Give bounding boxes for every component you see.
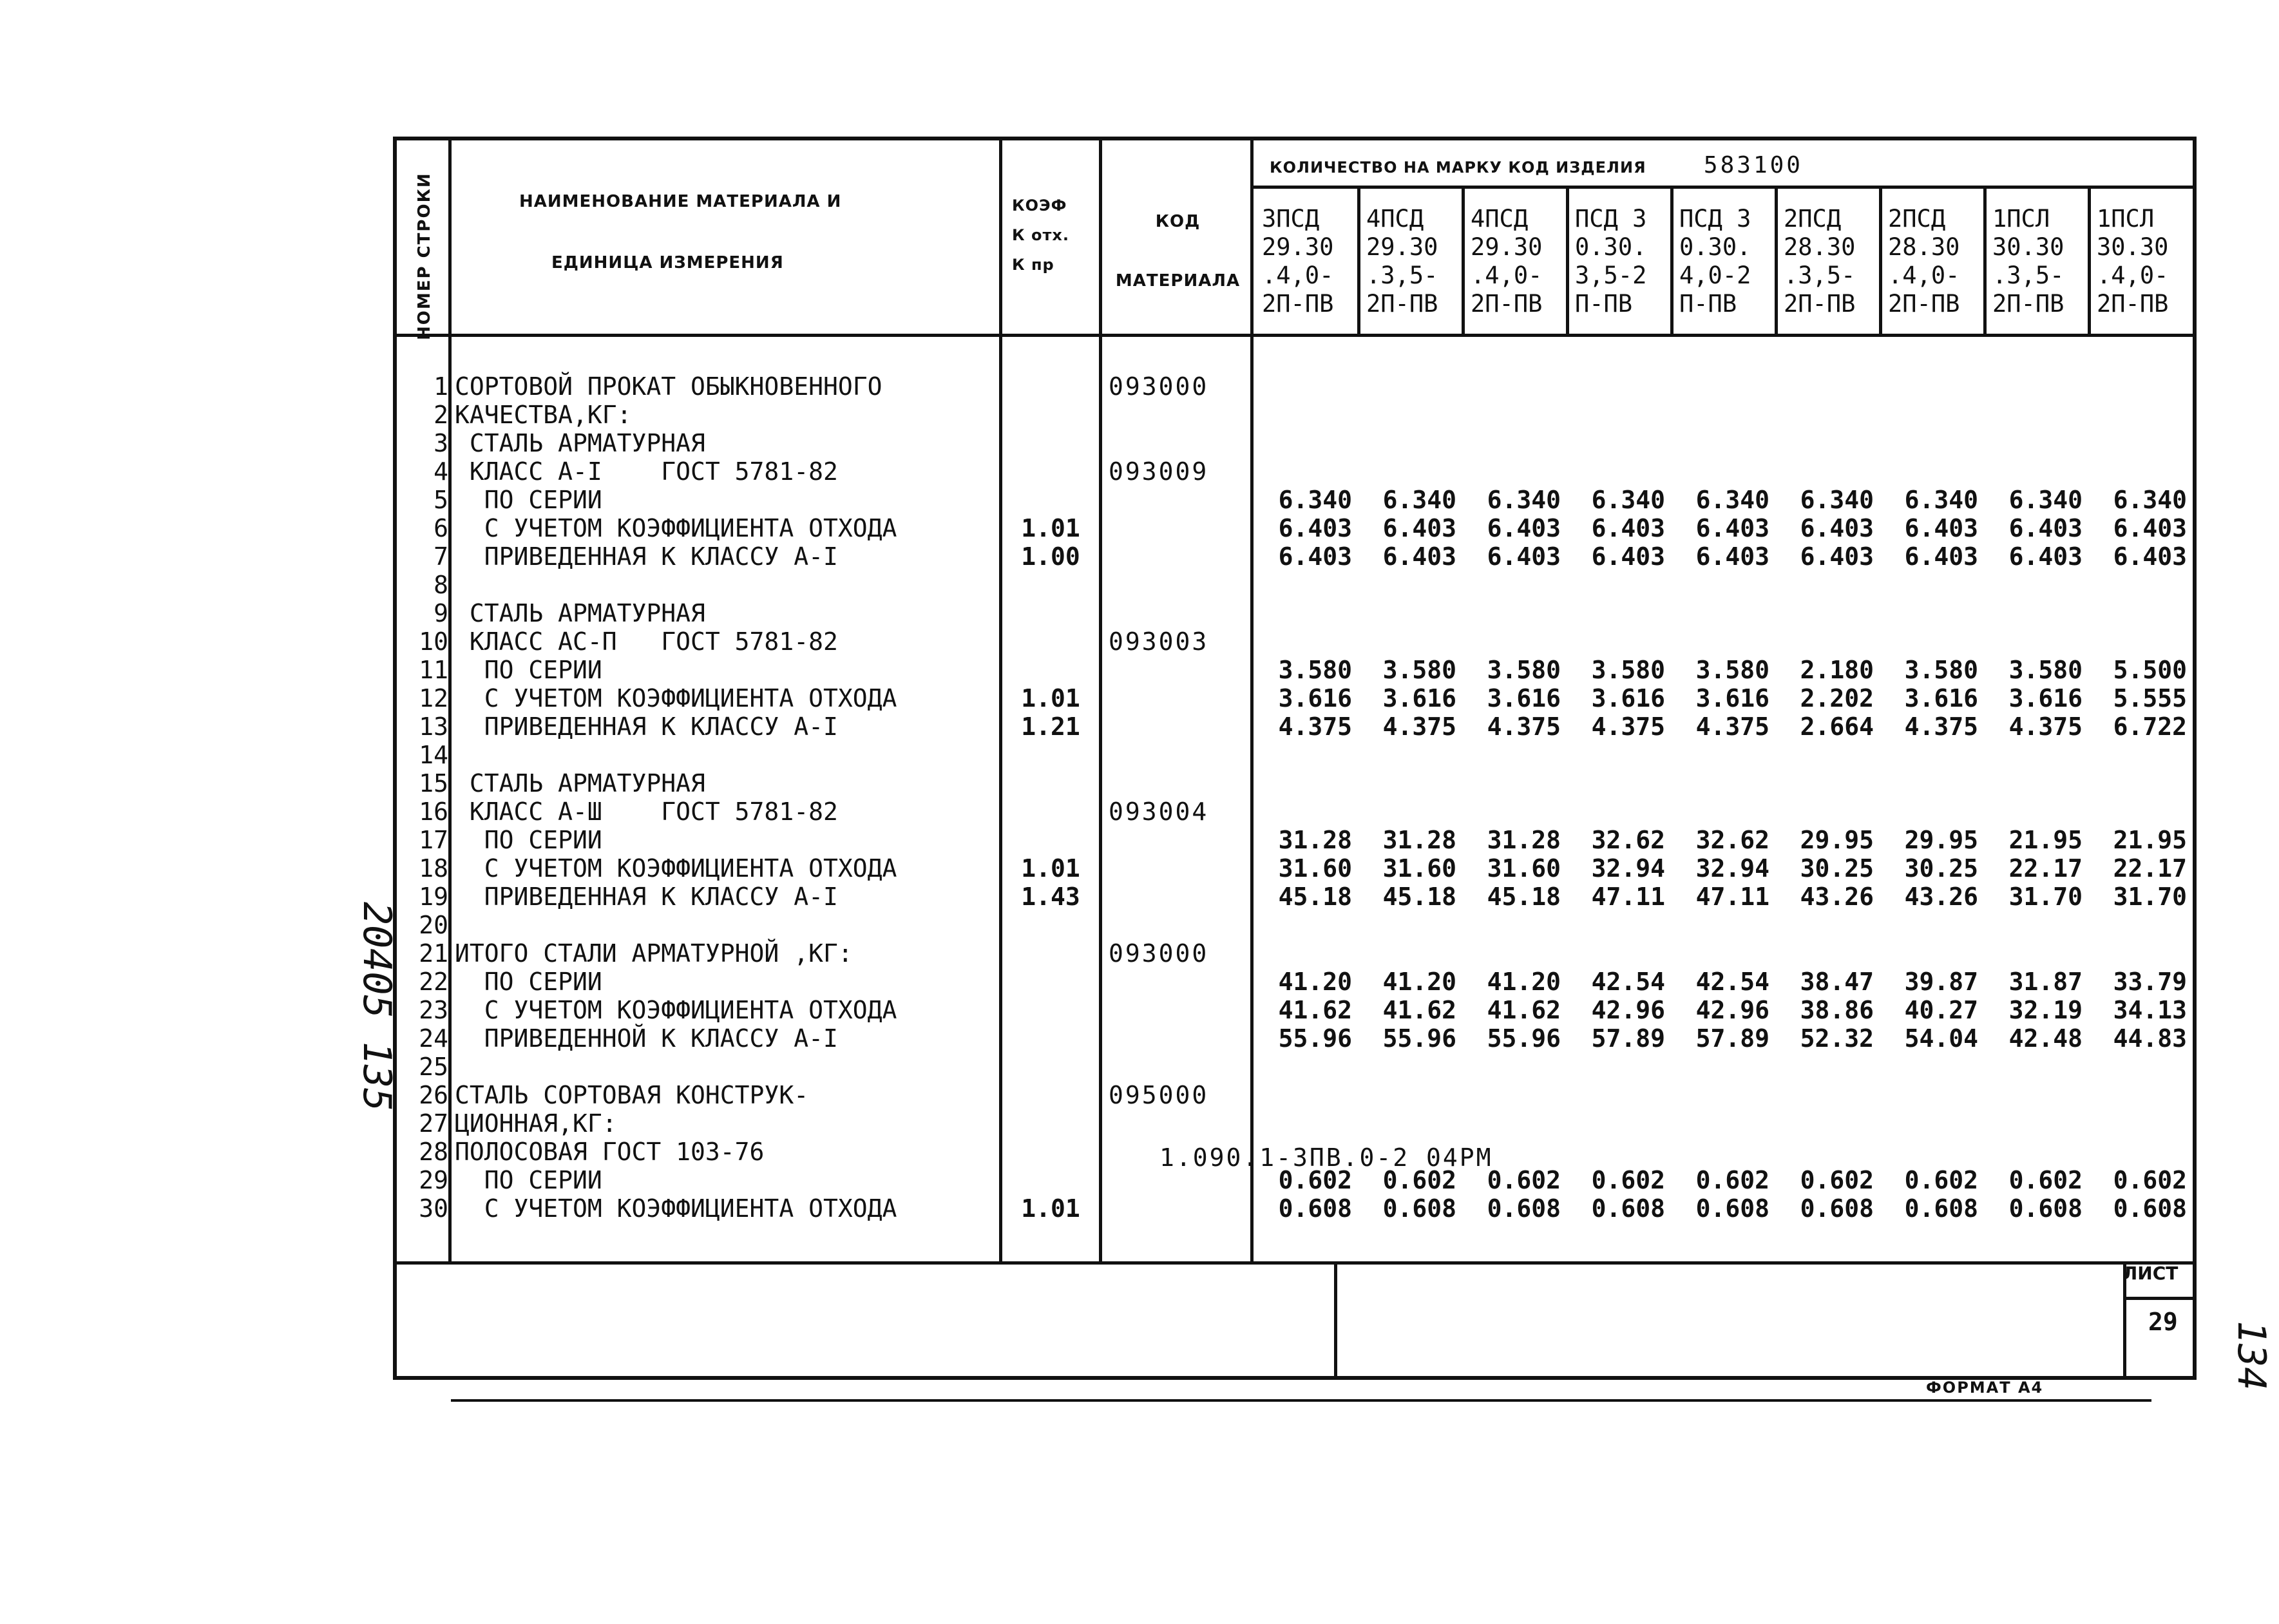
quantity-cell: 2.202 <box>1800 684 1874 712</box>
quantity-cell: 0.602 <box>2113 1166 2187 1194</box>
row-number: 3 <box>434 429 448 457</box>
row-number: 13 <box>419 712 448 741</box>
quantity-cell: 43.26 <box>1904 883 1978 911</box>
table-row <box>397 826 2194 854</box>
mark-divider-3 <box>1566 186 1569 334</box>
quantity-cell: 42.48 <box>2008 1024 2083 1053</box>
table-row <box>397 514 2194 542</box>
quantity-cell: 0.608 <box>1904 1194 1978 1223</box>
quantity-cell: 55.96 <box>1382 1024 1456 1053</box>
mark-header-5: ПСД 3 0.30. 4,0-2 П-ПВ <box>1679 205 1751 318</box>
product-code: 583100 <box>1703 152 1803 178</box>
quantity-cell: 31.70 <box>2113 883 2187 911</box>
quantity-cell: 31.28 <box>1278 826 1352 854</box>
table-row <box>397 968 2194 996</box>
quantity-cell: 21.95 <box>2113 826 2187 854</box>
quantity-cell: 54.04 <box>1904 1024 1978 1053</box>
material-name: ПРИВЕДЕННОЙ К КЛАССУ А-I <box>455 1024 838 1053</box>
table-row <box>397 627 2194 656</box>
row-number: 15 <box>419 769 448 798</box>
material-code: 093003 <box>1109 627 1209 656</box>
row-number: 21 <box>419 939 448 968</box>
material-code: 095000 <box>1109 1081 1209 1109</box>
quantity-cell: 6.403 <box>1591 542 1665 571</box>
material-code: 093000 <box>1109 939 1209 968</box>
quantity-cell: 31.28 <box>1487 826 1561 854</box>
quantity-cell: 6.403 <box>1382 514 1456 542</box>
quantity-cell: 41.62 <box>1278 996 1352 1024</box>
quantity-cell: 32.62 <box>1591 826 1665 854</box>
quantity-cell: 34.13 <box>2113 996 2187 1024</box>
row-number: 2 <box>434 401 448 429</box>
quantity-cell: 0.608 <box>1591 1194 1665 1223</box>
quantity-cell: 3.616 <box>1382 684 1456 712</box>
quantity-cell: 3.616 <box>1591 684 1665 712</box>
row-number: 6 <box>434 514 448 542</box>
quantity-cell: 42.54 <box>1591 968 1665 996</box>
quantity-cell: 6.340 <box>2113 486 2187 514</box>
material-name: ПО СЕРИИ <box>455 968 602 996</box>
row-number: 18 <box>419 854 448 883</box>
quantity-cell: 0.602 <box>1382 1166 1456 1194</box>
quantity-cell: 22.17 <box>2113 854 2187 883</box>
table-row <box>397 684 2194 712</box>
row-number: 24 <box>419 1024 448 1053</box>
mark-divider-5 <box>1775 186 1778 334</box>
quantity-cell: 6.403 <box>2113 542 2187 571</box>
row-number: 25 <box>419 1053 448 1081</box>
quantity-cell: 32.19 <box>2008 996 2083 1024</box>
material-name: С УЧЕТОМ КОЭФФИЦИЕНТА ОТХОДА <box>455 1194 897 1223</box>
quantity-cell: 31.87 <box>2008 968 2083 996</box>
material-code: 093000 <box>1109 372 1209 401</box>
margin-note-right: 134 <box>2229 1321 2274 1391</box>
quantity-cell: 45.18 <box>1278 883 1352 911</box>
sheet-label: ЛИСТ <box>2122 1263 2179 1284</box>
quantity-cell: 6.403 <box>1487 542 1561 571</box>
material-name: СТАЛЬ АРМАТУРНАЯ <box>455 599 705 627</box>
mark-header-4: ПСД 3 0.30. 3,5-2 П-ПВ <box>1575 205 1647 318</box>
format-label: ФОРМАТ А4 <box>1926 1379 2044 1397</box>
table-row <box>397 542 2194 571</box>
quantity-cell: 33.79 <box>2113 968 2187 996</box>
quantity-cell: 6.403 <box>1382 542 1456 571</box>
quantity-cell: 3.580 <box>1278 656 1352 684</box>
material-name: КЛАСС А-Ш ГОСТ 5781-82 <box>455 798 838 826</box>
quantity-cell: 38.47 <box>1800 968 1874 996</box>
row-number: 28 <box>419 1138 448 1166</box>
mark-header-6: 2ПСД 28.30 .3,5- 2П-ПВ <box>1784 205 1856 318</box>
quantity-cell: 0.608 <box>1278 1194 1352 1223</box>
quantity-cell: 4.375 <box>2008 712 2083 741</box>
table-row <box>397 486 2194 514</box>
qty-header-line <box>1250 186 2194 189</box>
row-number: 5 <box>434 486 448 514</box>
bottom-rule <box>451 1399 2151 1402</box>
quantity-cell: 41.20 <box>1382 968 1456 996</box>
quantity-cell: 0.608 <box>2113 1194 2187 1223</box>
quantity-cell: 4.375 <box>1278 712 1352 741</box>
material-name: ИТОГО СТАЛИ АРМАТУРНОЙ ,КГ: <box>455 939 853 968</box>
quantity-cell: 6.403 <box>1904 542 1978 571</box>
quantity-cell: 0.602 <box>1800 1166 1874 1194</box>
quantity-cell: 3.580 <box>1695 656 1769 684</box>
quantity-cell: 6.340 <box>1382 486 1456 514</box>
quantity-cell: 2.664 <box>1800 712 1874 741</box>
quantity-cell: 30.25 <box>1904 854 1978 883</box>
table-row <box>397 712 2194 741</box>
row-number: 10 <box>419 627 448 656</box>
row-number: 4 <box>434 457 448 486</box>
row-number: 16 <box>419 798 448 826</box>
sheet-label-line <box>2123 1297 2194 1300</box>
quantity-cell: 6.340 <box>1278 486 1352 514</box>
mark-divider-4 <box>1670 186 1673 334</box>
row-number: 19 <box>419 883 448 911</box>
quantity-cell: 29.95 <box>1800 826 1874 854</box>
quantity-cell: 4.375 <box>1904 712 1978 741</box>
table-row <box>397 883 2194 911</box>
quantity-cell: 6.340 <box>1591 486 1665 514</box>
quantity-cell: 0.608 <box>1800 1194 1874 1223</box>
sheet-number: 29 <box>2148 1308 2178 1336</box>
coefficient: 1.01 <box>1021 1194 1080 1223</box>
footer-divider-1 <box>1334 1261 1337 1377</box>
table-row <box>397 571 2194 599</box>
quantity-cell: 41.20 <box>1487 968 1561 996</box>
quantity-cell: 41.62 <box>1487 996 1561 1024</box>
coefficient: 1.43 <box>1021 883 1080 911</box>
quantity-cell: 0.602 <box>1904 1166 1978 1194</box>
material-name: КАЧЕСТВА,КГ: <box>455 401 632 429</box>
material-name-header: НАИМЕНОВАНИЕ МАТЕРИАЛА И <box>519 192 842 211</box>
mark-header-7: 2ПСД 28.30 .4,0- 2П-ПВ <box>1888 205 1960 318</box>
row-number: 7 <box>434 542 448 571</box>
quantity-cell: 31.70 <box>2008 883 2083 911</box>
quantity-cell: 31.60 <box>1278 854 1352 883</box>
table-row <box>397 1024 2194 1053</box>
quantity-cell: 6.340 <box>1800 486 1874 514</box>
row-number: 29 <box>419 1166 448 1194</box>
row-number: 12 <box>419 684 448 712</box>
table-sheet <box>393 137 2197 1380</box>
qty-header: КОЛИЧЕСТВО НА МАРКУ КОД ИЗДЕЛИЯ 583100 <box>1270 152 1803 178</box>
mark-header-9: 1ПСЛ 30.30 .4,0- 2П-ПВ <box>2097 205 2169 318</box>
quantity-cell: 6.403 <box>1278 514 1352 542</box>
table-row <box>397 854 2194 883</box>
material-name: ПО СЕРИИ <box>455 826 602 854</box>
table-row <box>397 911 2194 939</box>
footer-top-line <box>397 1261 2194 1265</box>
quantity-cell: 6.722 <box>2113 712 2187 741</box>
quantity-cell: 6.403 <box>2008 514 2083 542</box>
row-number: 22 <box>419 968 448 996</box>
table-row <box>397 769 2194 798</box>
material-name: ПОЛОСОВАЯ ГОСТ 103-76 <box>455 1138 765 1166</box>
table-row <box>397 939 2194 968</box>
quantity-cell: 0.608 <box>2008 1194 2083 1223</box>
document-code-footer: 1.090.1-ЗПВ.0-2 04РМ <box>1159 1143 1493 1172</box>
quantity-cell: 6.403 <box>1695 542 1769 571</box>
row-number: 26 <box>419 1081 448 1109</box>
quantity-cell: 31.60 <box>1382 854 1456 883</box>
quantity-cell: 6.403 <box>1695 514 1769 542</box>
table-row <box>397 599 2194 627</box>
material-name: ПРИВЕДЕННАЯ К КЛАССУ А-I <box>455 712 838 741</box>
mark-header-3: 4ПСД 29.30 .4,0- 2П-ПВ <box>1471 205 1543 318</box>
material-code: 093004 <box>1109 798 1209 826</box>
mark-divider-8 <box>2088 186 2091 334</box>
quantity-cell: 57.89 <box>1591 1024 1665 1053</box>
table-row <box>397 1109 2194 1138</box>
material-name: ПО СЕРИИ <box>455 486 602 514</box>
quantity-cell: 52.32 <box>1800 1024 1874 1053</box>
quantity-cell: 55.96 <box>1487 1024 1561 1053</box>
quantity-cell: 3.580 <box>1382 656 1456 684</box>
mark-divider-6 <box>1879 186 1882 334</box>
quantity-cell: 6.340 <box>1695 486 1769 514</box>
quantity-cell: 6.403 <box>1904 514 1978 542</box>
quantity-cell: 4.375 <box>1487 712 1561 741</box>
quantity-cell: 32.62 <box>1695 826 1769 854</box>
mark-header-2: 4ПСД 29.30 .3,5- 2П-ПВ <box>1366 205 1438 318</box>
quantity-cell: 6.403 <box>1591 514 1665 542</box>
quantity-cell: 47.11 <box>1591 883 1665 911</box>
row-number: 11 <box>419 656 448 684</box>
quantity-cell: 42.54 <box>1695 968 1769 996</box>
row-number: 30 <box>419 1194 448 1223</box>
quantity-cell: 31.28 <box>1382 826 1456 854</box>
table-row <box>397 457 2194 486</box>
coef-header: КОЭФ К отх. К пр <box>1012 196 1069 274</box>
table-row <box>397 656 2194 684</box>
material-name: КЛАСС АС-П ГОСТ 5781-82 <box>455 627 838 656</box>
quantity-cell: 0.608 <box>1487 1194 1561 1223</box>
quantity-cell: 41.20 <box>1278 968 1352 996</box>
material-name: СТАЛЬ СОРТОВАЯ КОНСТРУК- <box>455 1081 809 1109</box>
row-number: 9 <box>434 599 448 627</box>
table-row <box>397 1194 2194 1223</box>
quantity-cell: 0.602 <box>1695 1166 1769 1194</box>
quantity-cell: 0.608 <box>1382 1194 1456 1223</box>
quantity-cell: 32.94 <box>1695 854 1769 883</box>
row-number: 17 <box>419 826 448 854</box>
row-number: 1 <box>434 372 448 401</box>
material-code: 093009 <box>1109 457 1209 486</box>
quantity-cell: 40.27 <box>1904 996 1978 1024</box>
table-row <box>397 798 2194 826</box>
material-name: С УЧЕТОМ КОЭФФИЦИЕНТА ОТХОДА <box>455 514 897 542</box>
material-name: КЛАСС А-I ГОСТ 5781-82 <box>455 457 838 486</box>
margin-note-left: 20405 135 <box>354 902 399 1112</box>
material-name: С УЧЕТОМ КОЭФФИЦИЕНТА ОТХОДА <box>455 996 897 1024</box>
material-name: ПО СЕРИИ <box>455 1166 602 1194</box>
table-row <box>397 429 2194 457</box>
quantity-cell: 6.403 <box>1800 542 1874 571</box>
material-name: ПО СЕРИИ <box>455 656 602 684</box>
quantity-cell: 5.500 <box>2113 656 2187 684</box>
quantity-cell: 57.89 <box>1695 1024 1769 1053</box>
coefficient: 1.01 <box>1021 854 1080 883</box>
quantity-cell: 0.602 <box>2008 1166 2083 1194</box>
mark-header-1: 3ПСД 29.30 .4,0- 2П-ПВ <box>1262 205 1334 318</box>
coefficient: 1.01 <box>1021 684 1080 712</box>
table-row <box>397 1053 2194 1081</box>
quantity-cell: 3.616 <box>1278 684 1352 712</box>
material-unit-header: ЕДИНИЦА ИЗМЕРЕНИЯ <box>551 253 784 272</box>
mark-divider-2 <box>1462 186 1465 334</box>
quantity-cell: 6.340 <box>1904 486 1978 514</box>
quantity-cell: 5.555 <box>2113 684 2187 712</box>
quantity-cell: 3.580 <box>2008 656 2083 684</box>
quantity-cell: 6.403 <box>2008 542 2083 571</box>
material-name: ЦИОННАЯ,КГ: <box>455 1109 617 1138</box>
row-number: 27 <box>419 1109 448 1138</box>
material-name: СОРТОВОЙ ПРОКАТ ОБЫКНОВЕННОГО <box>455 372 882 401</box>
quantity-cell: 3.616 <box>2008 684 2083 712</box>
quantity-cell: 6.340 <box>2008 486 2083 514</box>
quantity-cell: 47.11 <box>1695 883 1769 911</box>
material-name: СТАЛЬ АРМАТУРНАЯ <box>455 769 705 798</box>
quantity-cell: 0.602 <box>1591 1166 1665 1194</box>
material-name: СТАЛЬ АРМАТУРНАЯ <box>455 429 705 457</box>
mark-header-8: 1ПСЛ 30.30 .3,5- 2П-ПВ <box>1992 205 2064 318</box>
quantity-cell: 30.25 <box>1800 854 1874 883</box>
quantity-cell: 22.17 <box>2008 854 2083 883</box>
quantity-cell: 43.26 <box>1800 883 1874 911</box>
quantity-cell: 6.403 <box>2113 514 2187 542</box>
quantity-cell: 42.96 <box>1695 996 1769 1024</box>
quantity-cell: 31.60 <box>1487 854 1561 883</box>
quantity-cell: 39.87 <box>1904 968 1978 996</box>
quantity-cell: 3.580 <box>1904 656 1978 684</box>
quantity-cell: 0.602 <box>1278 1166 1352 1194</box>
quantity-cell: 3.616 <box>1695 684 1769 712</box>
quantity-cell: 29.95 <box>1904 826 1978 854</box>
row-number: 23 <box>419 996 448 1024</box>
row-number: 8 <box>434 571 448 599</box>
quantity-cell: 6.403 <box>1800 514 1874 542</box>
material-name: ПРИВЕДЕННАЯ К КЛАССУ А-I <box>455 883 838 911</box>
material-name: ПРИВЕДЕННАЯ К КЛАССУ А-I <box>455 542 838 571</box>
header-bottom-line <box>397 334 2194 337</box>
quantity-cell: 4.375 <box>1591 712 1665 741</box>
quantity-cell: 3.580 <box>1591 656 1665 684</box>
material-name: С УЧЕТОМ КОЭФФИЦИЕНТА ОТХОДА <box>455 684 897 712</box>
quantity-cell: 0.602 <box>1487 1166 1561 1194</box>
code-header: КОД МАТЕРИАЛА <box>1115 212 1241 291</box>
table-row <box>397 401 2194 429</box>
quantity-cell: 44.83 <box>2113 1024 2187 1053</box>
quantity-cell: 45.18 <box>1382 883 1456 911</box>
quantity-cell: 38.86 <box>1800 996 1874 1024</box>
coefficient: 1.01 <box>1021 514 1080 542</box>
quantity-cell: 6.403 <box>1278 542 1352 571</box>
row-number-header: НОМЕР СТРОКИ <box>415 172 434 340</box>
table-row <box>397 996 2194 1024</box>
quantity-cell: 42.96 <box>1591 996 1665 1024</box>
quantity-cell: 3.616 <box>1487 684 1561 712</box>
quantity-cell: 45.18 <box>1487 883 1561 911</box>
table-row <box>397 741 2194 769</box>
mark-divider-1 <box>1357 186 1360 334</box>
quantity-cell: 4.375 <box>1695 712 1769 741</box>
quantity-cell: 32.94 <box>1591 854 1665 883</box>
quantity-cell: 55.96 <box>1278 1024 1352 1053</box>
coefficient: 1.00 <box>1021 542 1080 571</box>
mark-divider-7 <box>1983 186 1987 334</box>
quantity-cell: 41.62 <box>1382 996 1456 1024</box>
quantity-cell: 4.375 <box>1382 712 1456 741</box>
row-number: 20 <box>419 911 448 939</box>
quantity-cell: 3.580 <box>1487 656 1561 684</box>
quantity-cell: 3.616 <box>1904 684 1978 712</box>
quantity-cell: 6.403 <box>1487 514 1561 542</box>
table-row <box>397 372 2194 401</box>
quantity-cell: 2.180 <box>1800 656 1874 684</box>
coefficient: 1.21 <box>1021 712 1080 741</box>
table-row <box>397 1081 2194 1109</box>
quantity-cell: 21.95 <box>2008 826 2083 854</box>
quantity-cell: 6.340 <box>1487 486 1561 514</box>
material-name: С УЧЕТОМ КОЭФФИЦИЕНТА ОТХОДА <box>455 854 897 883</box>
quantity-cell: 0.608 <box>1695 1194 1769 1223</box>
row-number: 14 <box>419 741 448 769</box>
